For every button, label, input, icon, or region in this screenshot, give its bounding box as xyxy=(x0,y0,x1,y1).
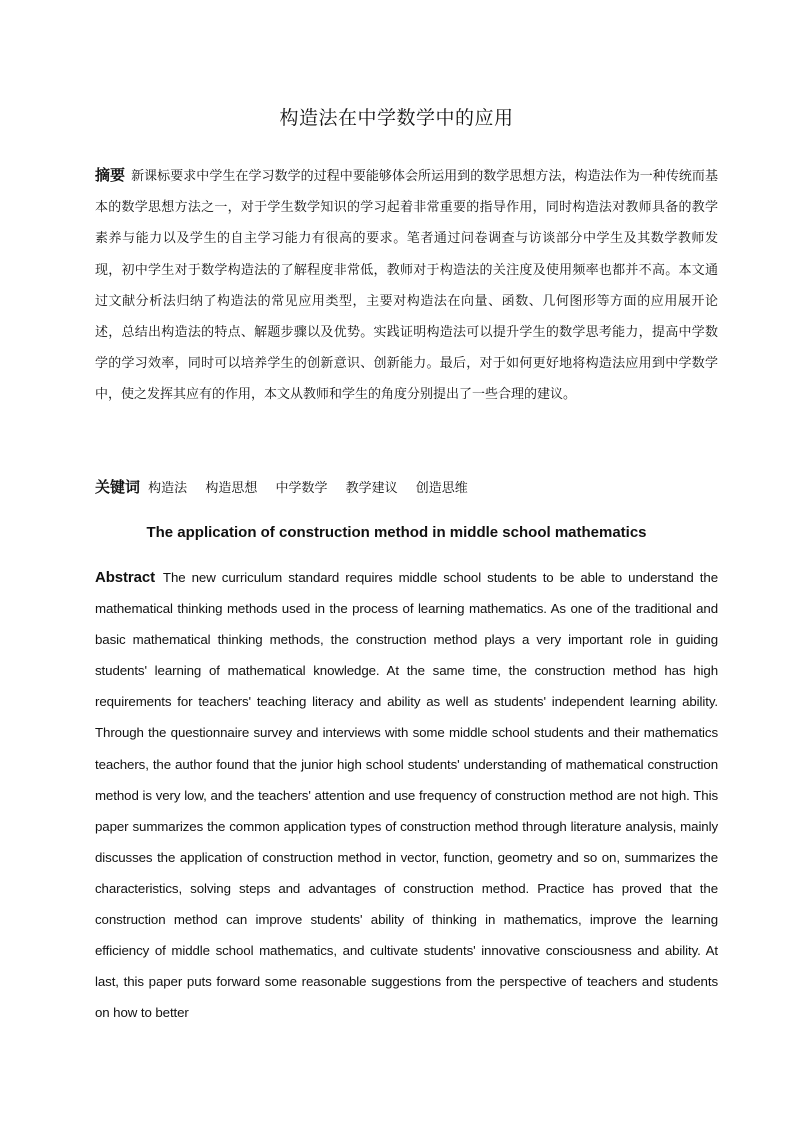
chinese-keywords-label: 关键词 xyxy=(95,478,141,496)
english-abstract-label: Abstract xyxy=(95,569,156,586)
english-abstract xyxy=(95,562,718,1028)
chinese-abstract-label: 摘要 xyxy=(95,166,126,184)
chinese-abstract xyxy=(95,160,718,411)
chinese-title: 构造法在中学数学中的应用 xyxy=(279,107,514,129)
keyword: 构造思想 xyxy=(205,481,258,496)
chinese-abstract-text: 新课标要求中学生在学习数学的过程中要能够体会所运用到的数学思想方法，构造法作为一种传统而基本的数学思想方法之一，对于学生数学知识的学习起着非常重要的指导作用，同时构造法对教师具备的教学素养与能力以及学生的自主学习能力有很高的要求。笔者通过问卷调查与访谈部分中学生及其数学教师发现，初中学生对于数学构造法的了解程度非常低，教师对于构造法的关注度及使用频率也都并不高。本文通过文献分析法归纳了构造法的常见应用类型，主要对构造法在向量、函数、几何图形等方面的应用展开论述，总结出构造法的特点、解题步骤以及优势。实践证明构造法可以提升学生的数学思考能力，提高中学数学的学习效率，同时可以培养学生的创新意识、创新能力。最后，对于如何更好地将构造法应用到中学数学中，使之发挥其应有的作用，本文从教师和学生的角度分别提出了一些合理的建议。 xyxy=(95,169,718,403)
english-title: The application of construction method in middle school mathematics xyxy=(146,524,647,541)
keyword: 中学数学 xyxy=(275,481,328,496)
keyword: 教学建议 xyxy=(345,481,398,496)
keyword: 创造思维 xyxy=(415,481,468,496)
chinese-keywords xyxy=(95,472,718,504)
keyword: 构造法 xyxy=(148,481,188,496)
english-abstract-text: The new curriculum standard requires middle school students to be able to understand the mathematical thinking methods used in the process of learning mathematics. As one of the traditional and basic mathematical thinking methods, the construction method plays a very important role in guiding students' learning of mathematical knowledge. At the same time, the construction method has high requirements for teachers' teaching literacy and ability as well as students' independent learning ability. Through the questionnaire survey and interviews with some middle school students and their mathematics teachers, the author found that the junior high school students' understanding of mathematical construction method is very low, and the teachers' attention and use frequency of construction method are not high. This paper summarizes the common application types of construction method through literature analysis, mainly discusses the application of construction method in vector, function, geometry and so on, summarizes the characteristics, solving steps and advantages of construction method. Practice has proved that the construction method can improve students' ability of thinking in mathematics, improve the learning efficiency of middle school mathematics, and cultivate students' innovative consciousness and ability. At last, this paper puts forward some reasonable suggestions from the perspective of teachers and students on how to better xyxy=(95,570,718,1021)
